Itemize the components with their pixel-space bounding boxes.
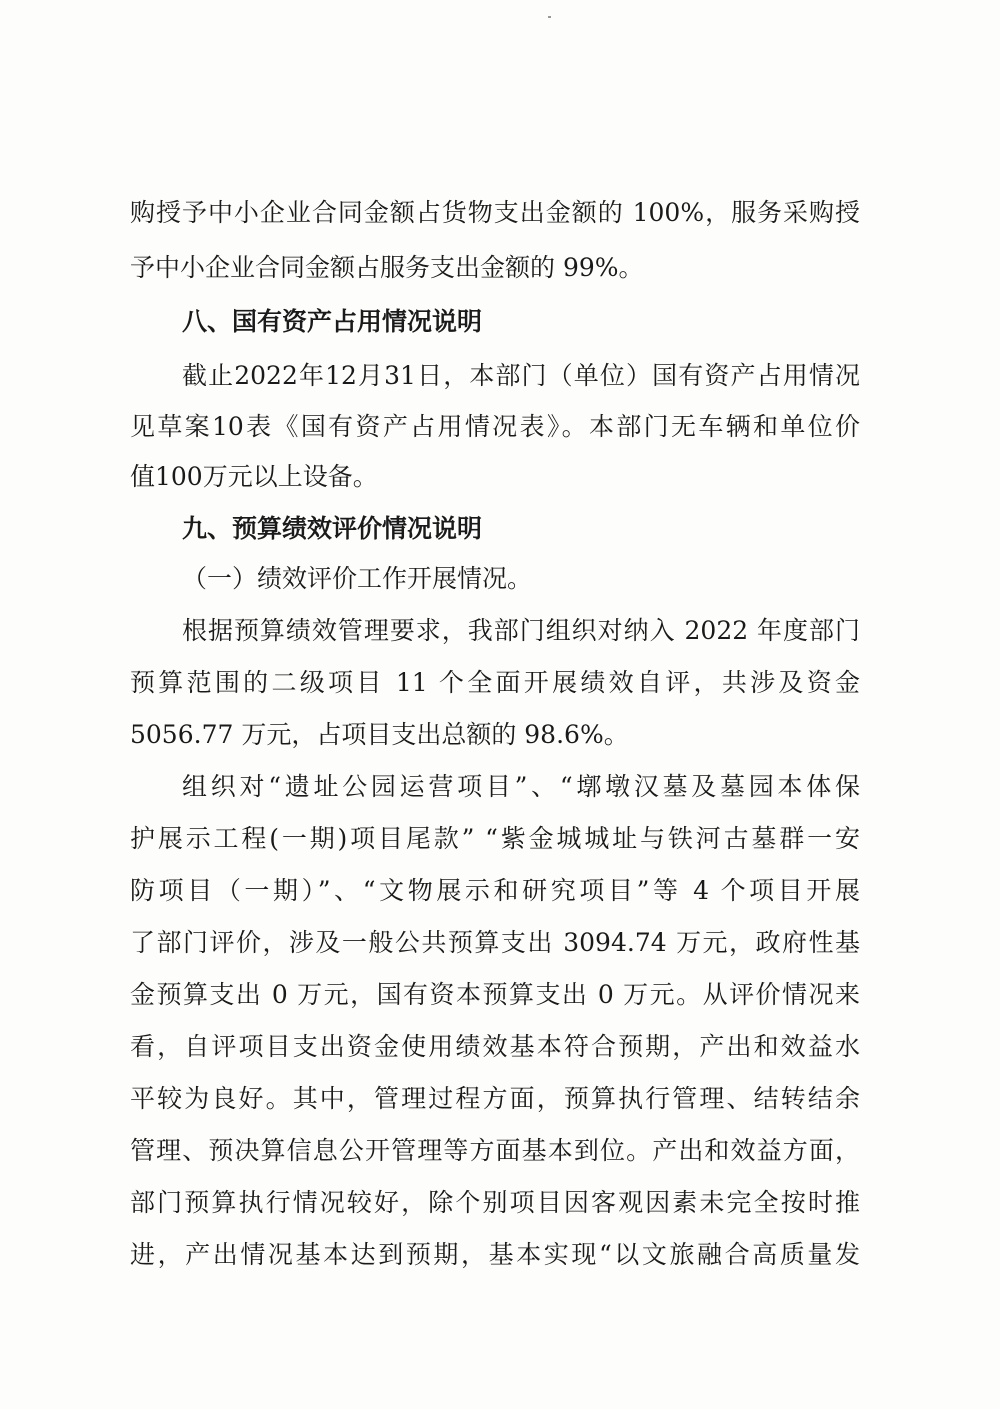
body-text-line: 进，产出情况基本达到预期，基本实现“以文旅融合高质量发 — [130, 1240, 860, 1269]
body-text-line: 金预算支出 0 万元，国有资本预算支出 0 万元。从评价情况来 — [130, 980, 860, 1009]
body-text-line: 预算范围的二级项目 11 个全面开展绩效自评，共涉及资金 — [130, 668, 860, 697]
body-text-line: 根据预算绩效管理要求，我部门组织对纳入 2022 年度部门 — [182, 616, 860, 645]
body-text-line: 予中小企业合同金额占服务支出金额的 99%。 — [130, 253, 644, 282]
body-text-line: 部门预算执行情况较好，除个别项目因客观因素未完全按时推 — [130, 1188, 860, 1217]
body-text-line: 组织对“遗址公园运营项目”、“墎墩汉墓及墓园本体保 — [182, 772, 860, 801]
body-text-line: 购授予中小企业合同金额占货物支出金额的 100%，服务采购授 — [130, 198, 860, 227]
body-text-line: 见草案10表《国有资产占用情况表》。本部门无车辆和单位价 — [130, 412, 860, 441]
body-text-line: 了部门评价，涉及一般公共预算支出 3094.74 万元，政府性基 — [130, 928, 860, 957]
body-text-line: 截止2022年12月31日，本部门（单位）国有资产占用情况 — [182, 361, 860, 390]
body-text-line: 管理、预决算信息公开管理等方面基本到位。产出和效益方面， — [130, 1136, 860, 1165]
scan-speck — [548, 16, 551, 18]
body-text-line: 看，自评项目支出资金使用绩效基本符合预期，产出和效益水 — [130, 1032, 860, 1061]
subsection-heading: （一）绩效评价工作开展情况。 — [182, 564, 533, 593]
body-text-line: 防项目（一期）”、“文物展示和研究项目”等 4 个项目开展 — [130, 876, 860, 905]
body-text-line: 5056.77 万元，占项目支出总额的 98.6%。 — [130, 720, 629, 749]
section-8-heading: 八、国有资产占用情况说明 — [182, 307, 483, 336]
body-text-line: 平较为良好。其中，管理过程方面，预算执行管理、结转结余 — [130, 1084, 860, 1113]
section-9-heading: 九、预算绩效评价情况说明 — [182, 514, 483, 543]
body-text-line: 护展示工程(一期)项目尾款” “紫金城城址与铁河古墓群一安 — [130, 824, 860, 853]
body-text-line: 值100万元以上设备。 — [130, 462, 378, 491]
